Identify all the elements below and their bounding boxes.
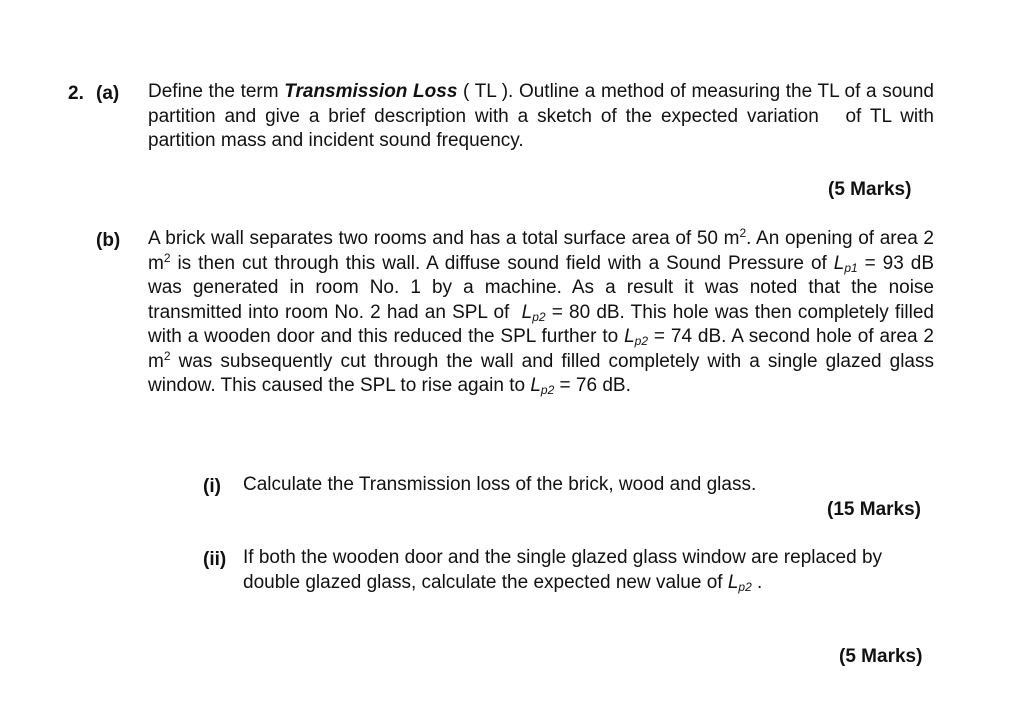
part-b-sup1: 2 xyxy=(739,226,747,240)
part-b-sup3: 2 xyxy=(163,348,171,363)
part-b-t4: = 93 dB was generated in room No. 1 by a machine. As a result it was noted that the noise transmitted into room No. 2 had an SPL of xyxy=(148,252,934,323)
sub-i-marks: (15 Marks) xyxy=(827,499,921,520)
part-a-marks: (5 Marks) xyxy=(828,179,912,200)
part-b-L1-sub: p1 xyxy=(844,260,858,275)
part-b-L4-sub: p2 xyxy=(540,383,555,397)
part-a-label: (a) xyxy=(96,83,120,104)
part-b-t5: = 80 dB. This hole was then completely filled with a wooden door and this reduced the SPL further to xyxy=(148,301,934,347)
part-a-text xyxy=(148,80,934,154)
part-b-L1: L xyxy=(833,252,845,274)
part-b-L4: L xyxy=(530,375,541,396)
sub-ii-L-sub: p2 xyxy=(738,579,752,594)
part-b-t6: = 74 dB. A second hole of area 2 m xyxy=(148,326,934,372)
part-b-t8: = 76 dB. xyxy=(554,375,631,396)
part-b-t2: . An opening of area 2 m xyxy=(148,228,934,274)
sub-i-label: (i) xyxy=(203,476,221,497)
sub-ii-L: L xyxy=(727,571,739,593)
sub-i-text: Calculate the Transmission loss of the brick, wood and glass. xyxy=(243,474,757,495)
part-b-L2: L xyxy=(521,301,533,323)
question-number: 2. xyxy=(68,83,84,104)
sub-ii-end: . xyxy=(751,571,763,593)
part-b-t3: is then cut through this wall. A diffuse sound field with a Sound Pressure of xyxy=(170,252,834,274)
sub-ii-text xyxy=(243,546,933,595)
part-b-t1: A brick wall separates two rooms and has a total surface area of 50 m xyxy=(148,228,740,249)
part-a-text-2: ( TL ). Outline a method of measuring the TL of a sound partition and give a brief description with a sketch of the expected variation of TL with partition mass and incident sound frequency. xyxy=(148,81,934,151)
part-b-sup2: 2 xyxy=(163,250,171,265)
part-b-t7: was subsequently cut through the wall and filled completely with a single glazed glass window. This caused the SPL to rise again to xyxy=(148,350,934,396)
sub-ii-label: (ii) xyxy=(203,549,227,570)
sub-ii-body: If both the wooden door and the single glazed glass window are replaced by double glazed glass, calculate the expected new value of xyxy=(243,547,883,593)
part-a-text-1: Define the term xyxy=(148,81,285,102)
part-b-label: (b) xyxy=(96,230,121,251)
part-a-term: Transmission Loss xyxy=(284,81,458,102)
part-b-L3: L xyxy=(624,326,635,347)
part-b-L3-sub: p2 xyxy=(634,334,648,348)
part-b-text xyxy=(148,227,934,399)
sub-ii-marks: (5 Marks) xyxy=(839,646,923,667)
part-b-L2-sub: p2 xyxy=(532,309,546,324)
